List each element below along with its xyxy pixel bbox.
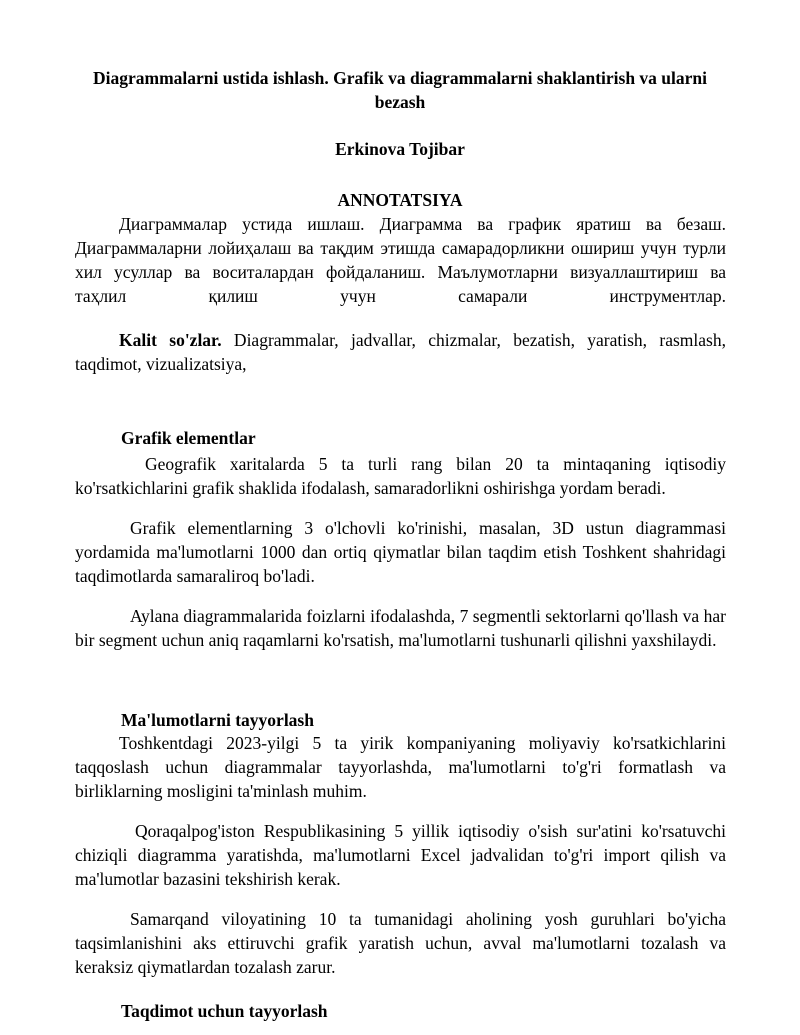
keywords-text: Diagrammalar, jadvallar, chizmalar, bezatish, yaratish, rasmlash, taqdimot, vizualizatsiya, [75, 330, 726, 374]
document-title: Diagrammalarni ustida ishlash. Grafik va diagrammalarni shaklantirish va ularni bezash [92, 68, 708, 112]
paragraph: Samarqand viloyatining 10 ta tumanidagi aholining yosh guruhlari bo'yicha taqsimlanishini aks ettiruvchi grafik yaratish uchun, avval ma'lumotlarni tozalash va keraksiz qiymatlardan tozalash zarur. [75, 909, 726, 977]
section-heading-grafik-elementlar: Grafik elementlar [121, 428, 256, 448]
paragraph: Toshkentdagi 2023-yilgi 5 ta yirik kompaniyaning moliyaviy ko'rsatkichlarini taqqoslash uchun diagrammalar tayyorlashda, ma'lumotlarni to'g'ri formatlash va birliklarning mosligini ta'minlash muhim. [75, 733, 726, 801]
annotation-heading: ANNOTATSIYA [337, 190, 463, 210]
section-heading-taqdimot-uchun-tayyorlash: Taqdimot uchun tayyorlash [121, 1001, 328, 1021]
paragraph: Geografik xaritalarda 5 ta turli rang bilan 20 ta mintaqaning iqtisodiy ko'rsatkichlarini grafik shaklida ifodalash, samaradorlikni oshirishga yordam beradi. [75, 454, 726, 498]
paragraph: Qoraqalpog'iston Respublikasining 5 yillik iqtisodiy o'sish sur'atini ko'rsatuvchi chiziqli diagramma yaratishda, ma'lumotlarni Excel jadvalidan to'g'ri import qilish va ma'lumotlar bazasini tekshirish kerak. [75, 821, 726, 889]
annotation-paragraph: Диаграммалар устида ишлаш. Диаграмма ва график яратиш ва безаш. Диаграммаларни лойиҳалаш ва тақдим этишда самарадорликни ошириш учун турли хил усуллар ва воситалардан фойдаланиш. Маълумотларни визуаллаштириш ва таҳлил қилиш учун самарали инструментлар. [75, 214, 726, 306]
section-heading-malumotlarni-tayyorlash: Ma'lumotlarni tayyorlash [121, 710, 314, 730]
paragraph: Grafik elementlarning 3 o'lchovli ko'rinishi, masalan, 3D ustun diagrammasi yordamida ma'lumotlarni 1000 dan ortiq qiymatlar bilan taqdim etish Toshkent shahridagi taqdimotlarda samaraliroq bo'ladi. [75, 518, 726, 586]
keywords-paragraph [75, 328, 726, 376]
keywords-label: Kalit so'zlar. [119, 330, 222, 350]
author-name: Erkinova Tojibar [335, 139, 465, 159]
paragraph: Aylana diagrammalarida foizlarni ifodalashda, 7 segmentli sektorlarni qo'llash va har bir segment uchun aniq raqamlarni ko'rsatish, ma'lumotlarni tushunarli qilishni yaxshilaydi. [75, 606, 726, 650]
